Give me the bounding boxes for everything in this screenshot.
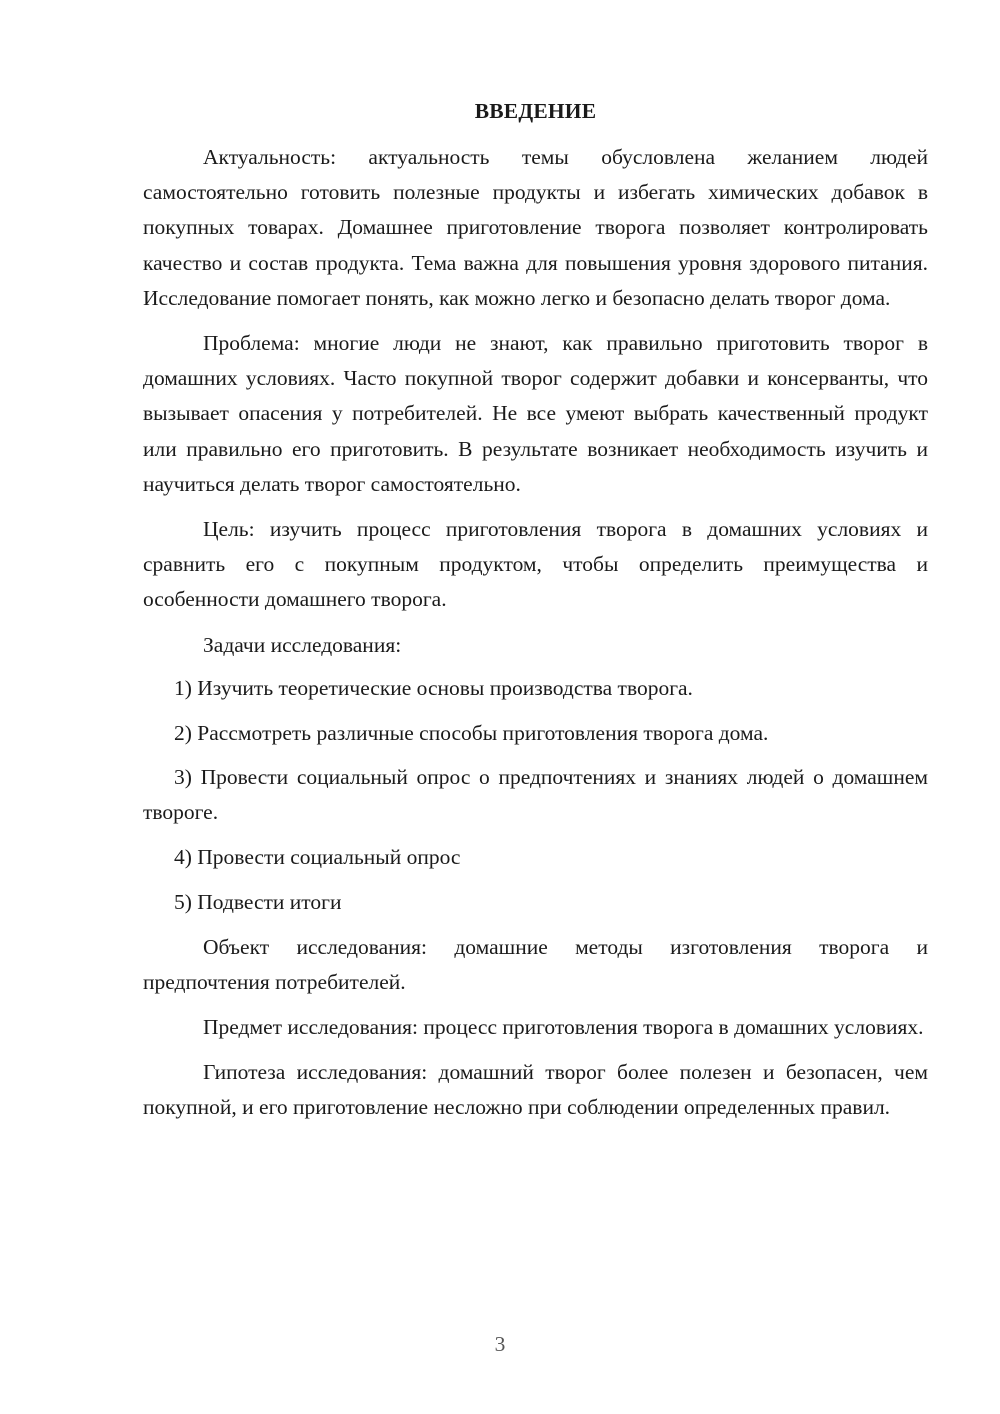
paragraph-object: Объект исследования: домашние методы изготовления творога и предпочтения потребителей. [143,934,928,994]
tasks-heading: Задачи исследования: [203,632,402,657]
paragraph-relevance: Актуальность: актуальность темы обусловлена желанием людей самостоятельно готовить полезные продукты и избегать химических добавок в покупных товарах. Домашнее приготовление творога позволяет контролировать качество и состав продукта. Тема важна для повышения уровня здорового питания. Исследование помогает понять, как можно легко и безопасно делать творог дома. [143,145,928,310]
page-title: ВВЕДЕНИЕ [474,99,597,123]
paragraph-subject: Предмет исследования: процесс приготовления творога в домашних условиях. [203,1014,924,1039]
paragraph-goal: Цель: изучить процесс приготовления творога в домашних условиях и сравнить его с покупным продуктом, чтобы определить преимущества и особенности домашнего творога. [143,517,928,612]
paragraph-hypothesis: Гипотеза исследования: домашний творог более полезен и безопасен, чем покупной, и его приготовление несложно при соблюдении определенных правил. [143,1060,928,1120]
task-item-2: 2) Рассмотреть различные способы приготовления творога дома. [174,720,769,745]
document-page [143,96,928,1136]
page-number: 3 [494,1332,506,1356]
task-item-4: 4) Провести социальный опрос [174,845,461,870]
task-item-5: 5) Подвести итоги [174,889,342,914]
paragraph-problem: Проблема: многие люди не знают, как правильно приготовить творог в домашних условиях. Часто покупной творог содержит добавки и консерванты, что вызывает опасения у потребителей. Не все умеют выбрать качественный продукт или правильно его приготовить. В результате возникает необходимость изучить и научиться делать творог самостоятельно. [143,331,928,496]
task-item-1: 1) Изучить теоретические основы производства творога. [174,675,693,700]
task-item-3: 3) Провести социальный опрос о предпочтениях и знаниях людей о домашнем твороге. [143,765,928,825]
